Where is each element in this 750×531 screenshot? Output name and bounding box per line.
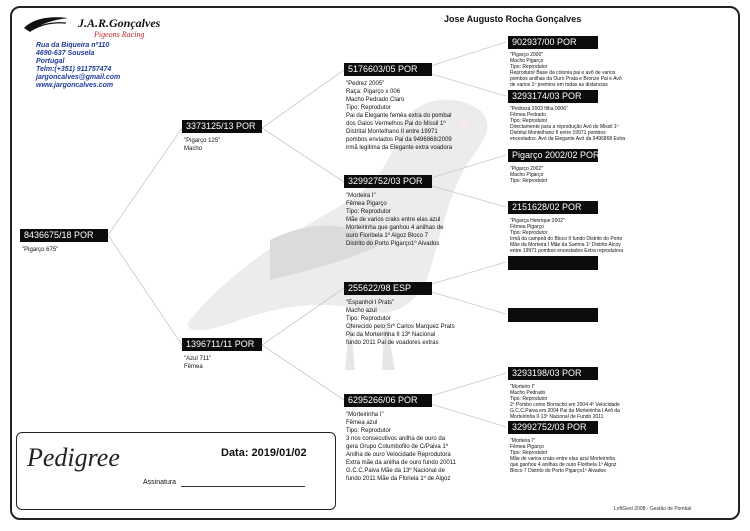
info-line: Fêmea [184, 364, 203, 370]
info-line: encestados. Avó da Elegante Avó da 9496868 Extra [510, 136, 626, 142]
swoosh-logo-icon [22, 14, 72, 34]
ggp-7-info [510, 384, 620, 420]
info-line: Irmã da campeã do Bloco II fundo Distrito do Porto [510, 236, 623, 242]
info-line: Pai da Elegante femêa extra do pombal [346, 113, 452, 119]
info-line: "Espanhol I Prats" [346, 300, 395, 306]
address-line: Telm:(+351) 911757474 [36, 66, 112, 73]
info-line: "Pedreza 2003 filha 0006" [510, 106, 568, 112]
info-line: Tipo: Reprodutor [510, 64, 548, 70]
ggp-7-ring: 3293198/03 POR [508, 367, 598, 380]
info-line: Macho Pigarço [510, 58, 544, 64]
info-line: Macho [184, 146, 203, 152]
info-line: Tipo: Reprodutor [510, 230, 548, 236]
info-line: "Azul 711" [184, 356, 212, 362]
info-line: 2º Pombo como Borracho em 2004 4º Velocidade [510, 402, 620, 408]
info-line: Distrital Montelhano II entre 19971 [346, 129, 438, 135]
info-line: "Pigarço 125" [184, 138, 221, 144]
ff-ring: 5176603/05 POR [344, 63, 432, 76]
info-line: fundo 2011 Pai de voadores extras [346, 340, 439, 346]
address-line: 4690-637 Sousela [36, 50, 95, 57]
info-line: Macho Pedrado [510, 390, 546, 396]
info-line: Tipo: Reprodutor [346, 209, 391, 215]
father-ring: 3373125/13 POR [182, 120, 262, 133]
address-email: jargoncalves@gmail.com [36, 74, 121, 81]
info-line: "Pedrez 2005" [346, 81, 385, 87]
ggp-5-empty-box [508, 256, 598, 270]
ggp-2-ring: 3293174/03 POR [508, 90, 598, 103]
info-line: Mãe de varios craks entre elas azul Morteirinha [510, 456, 616, 462]
info-line: Tipo: Reprodutor [510, 178, 548, 184]
info-line: G.C.C.Paiva em 2004 Pai da Morteirinha I Avô da [510, 408, 620, 414]
ggp-6-empty-box [508, 308, 598, 322]
info-line: Fêmea Pigarço [346, 201, 387, 207]
info-line: "Pigarço 675" [22, 247, 59, 253]
ggp-1-info [510, 52, 622, 88]
info-line: "Morteira I" [346, 193, 376, 199]
info-line: Fêmea Pigarço [510, 224, 544, 230]
info-line: dos Galos Vermelhos Pai do Missil 1º [346, 121, 446, 127]
info-line: de varios 1º premios em todas as distancias [510, 82, 608, 88]
info-line: Macho Pedrado Claro [346, 97, 405, 103]
info-line: "Morteirinha I" [346, 412, 384, 418]
info-line: Fêmea azul [346, 420, 378, 426]
address-line: Portugal [36, 58, 65, 65]
info-line: Oferecido pelo Srº Carlos Marquez Prats [346, 324, 455, 330]
mf-info [346, 299, 455, 347]
info-line: Tipo: Reprodutor [346, 316, 391, 322]
signature-label: Assinatura [143, 479, 177, 486]
info-line: Directamente para a reprodução Avó do Missil 1º [510, 124, 619, 130]
info-line: "Pigarço 2000" [510, 52, 544, 58]
mother-info [184, 355, 211, 371]
info-line: entre 19971 pombos encestados Extra reprodutora [510, 248, 624, 254]
ggp-4-ring: 2151628/02 POR [508, 201, 598, 214]
info-line: Macho azul [346, 308, 377, 314]
ggp-3-ring: Pigarço 2002/02 POR [508, 149, 598, 162]
info-line: "Morteiro I" [510, 384, 535, 390]
info-line: Reprodutor Base da colonia pai e avô de varios [510, 70, 616, 76]
info-line: irmã legitima da Elegante extra voadora [346, 145, 453, 151]
info-line: Tipo: Reprodutor [346, 428, 391, 434]
info-line: Mãe de varios craks entre elas azul [346, 217, 441, 223]
info-line: Fêmea Pedrado [510, 112, 546, 118]
info-line: G.C.C.Paiva Mãe da 13º Nacional de [346, 468, 445, 474]
logo-subtitle: Pigeons Racing [94, 30, 145, 39]
info-line: pombos enviados Pai da 9496868/2009 [346, 137, 452, 143]
info-line: "Pigarça Henrique 2002" [510, 218, 565, 224]
address-block [36, 42, 120, 90]
info-line: ouro Floribela 1º Algoz Bloco 7 [346, 233, 428, 239]
pedigree-title: Pedigree [27, 443, 120, 472]
address-line: Rua da Biqueira nº110 [36, 42, 110, 49]
mother-ring: 1396711/11 POR [182, 338, 262, 351]
info-line: Tipo: Reprodutor [510, 450, 548, 456]
info-line: Distrital Montelhano II entre 19971 pombos [510, 130, 606, 136]
info-line: Pai da Morteirinha II 13º Nacional [346, 332, 436, 338]
info-line: Tipo: Reprodutor [346, 105, 391, 111]
info-line: Bloco 7 Distrito do Porto Pigarço1º Aivados [510, 468, 606, 474]
info-line: "Morteira I" [510, 438, 535, 444]
info-line: que ganhou 4 anilhas de ouro Floribela 1º Algoz [510, 462, 617, 468]
info-line: gera Grupo Columbofilo de C/Paiva 1º [346, 444, 448, 450]
ggp-2-info [510, 106, 625, 142]
info-line: "Pigarço 2002" [510, 166, 544, 172]
info-line: pombos anilhas da Ouro Prata e Bronze Pai e Avô [510, 76, 622, 82]
mm-ring: 6295266/06 POR [344, 394, 432, 407]
info-line: Mãe da Morteira I Mãe da Sarima 1º Distrito Alcoy [510, 242, 621, 248]
info-line: Anilha de ouro Velocidade Reprodutora [346, 452, 451, 458]
subject-ring: 8436675/18 POR [20, 229, 108, 242]
father-info [184, 137, 220, 153]
mf-ring: 255622/98 ESP [344, 282, 432, 295]
ggp-3-info [510, 166, 547, 184]
ggp-8-ring: 32992752/03 POR [508, 421, 598, 434]
info-line: Extra mãe da anilha de ouro fundo 20011 [346, 460, 456, 466]
logo-brand: J.A.R.Gonçalves [78, 16, 161, 30]
info-line: Morteirinha que ganhou 4 anilhas de [346, 225, 444, 231]
info-line: Macho Pigarço [510, 172, 544, 178]
pedigree-date: Data: 2019/01/02 [221, 447, 307, 459]
software-credit: LoftGest 2008 - Gestão de Pombal [614, 506, 692, 512]
fm-ring: 3299275​2/03 POR [344, 175, 432, 188]
owner-name: Jose Augusto Rocha Gonçalves [444, 14, 582, 24]
info-line: Distrito do Porto Pigarço1º Aivados [346, 241, 440, 247]
info-line: 3 nos consecutivos anilha de ouro da [346, 436, 446, 442]
ggp-4-info [510, 218, 623, 254]
signature-line [181, 486, 305, 487]
info-line: fundo 2011 Mãe da Floriela 1º de Algoz [346, 476, 451, 482]
ff-info [346, 80, 452, 152]
info-line: Fêmea Pigarço [510, 444, 544, 450]
fm-info [346, 192, 443, 248]
mm-info [346, 411, 456, 483]
address-website: www.jargoncalves.com [36, 82, 114, 89]
info-line: Raça: Pigarço x 006 [346, 89, 401, 95]
ggp-8-info [510, 438, 616, 474]
info-line: Morteirinha II 13º Nacional de Fundo 2011 [510, 414, 604, 420]
info-line: Tipo: Reprodutor [510, 118, 548, 124]
subject-info [22, 246, 58, 254]
footer-panel [16, 432, 336, 510]
ggp-1-ring: 902937/00 POR [508, 36, 598, 49]
info-line: Tipo: Reprodutor [510, 396, 548, 402]
